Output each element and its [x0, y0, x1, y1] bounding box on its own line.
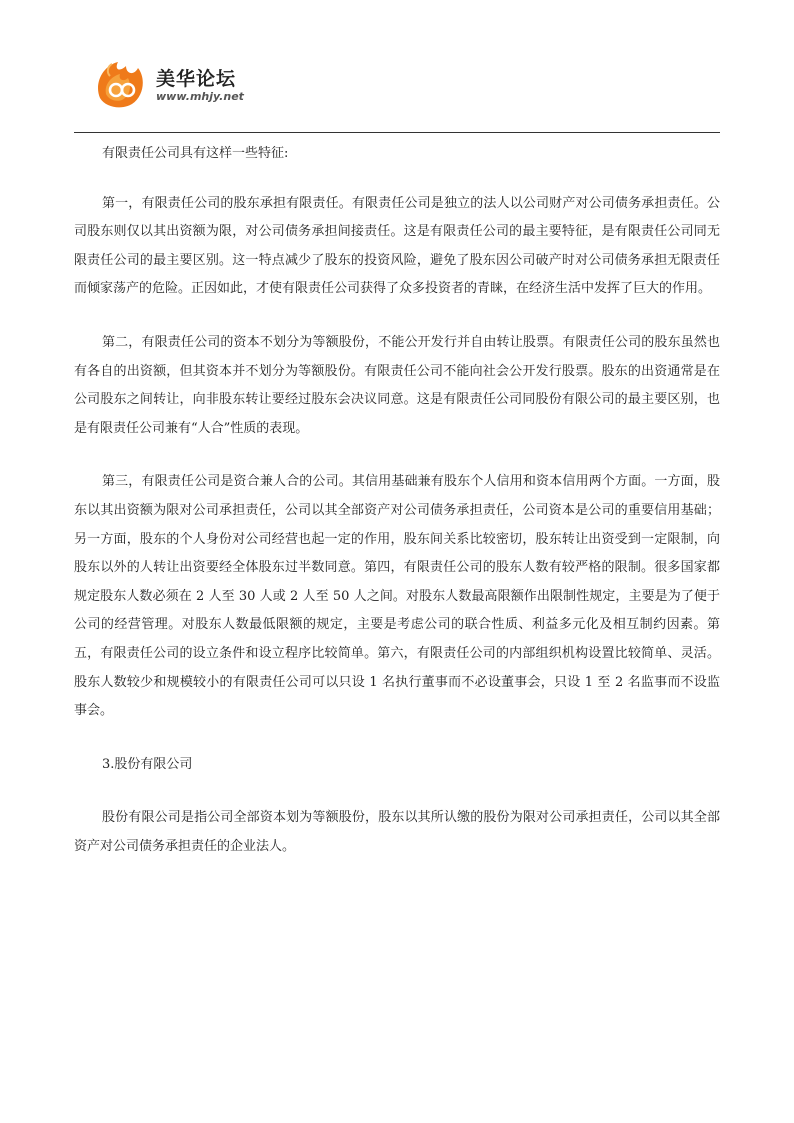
page-header	[92, 54, 292, 114]
paragraph-feature-3: 第三，有限责任公司是资合兼人合的公司。其信用基础兼有股东个人信用和资本信用两个方面。一方面，股东以其出资额为限对公司承担责任，公司以其全部资产对公司债务承担责任，公司资本是公司的重要信用基础；另一方面，股东的个人身份对公司经营也起一定的作用，股东间关系比较密切，股东转让出资受到一定限制，向股东以外的人转让出资要经全体股东过半数同意。第四，有限责任公司的股东人数有较严格的限制。很多国家都规定股东人数必须在 2 人至 30 人或 2 人至 50 人之间。对股东人数最高限额作出限制性规定，主要是为了便于公司的经营管理。对股东人数最低限额的规定，主要是考虑公司的联合性质、利益多元化及相互制约因素。第五，有限责任公司的设立条件和设立程序比较简单。第六，有限责任公司的内部组织机构设置比较简单、灵活。股东人数较少和规模较小的有限责任公司可以只设 1 名执行董事而不必设董事会，只设 1 至 2 名监事而不设监事会。	[74, 474, 720, 719]
document-body	[74, 140, 720, 861]
mhjy-flame-logo-icon	[92, 54, 152, 110]
header-divider	[74, 132, 720, 133]
brand-url: www.mhjy.net	[156, 90, 244, 103]
paragraph-feature-1: 第一，有限责任公司的股东承担有限责任。有限责任公司是独立的法人以公司财产对公司债务承担责任。公司股东则仅以其出资额为限，对公司债务承担间接责任。这是有限责任公司的最主要特征，是有限责任公司同无限责任公司的最主要区别。这一特点减少了股东的投资风险，避免了股东因公司破产时对公司债务承担无限责任而倾家荡产的危险。正因如此，才使有限责任公司获得了众多投资者的青睐，在经济生活中发挥了巨大的作用。	[74, 195, 720, 297]
brand-name: 美华论坛	[156, 68, 237, 90]
paragraph-feature-2: 第二，有限责任公司的资本不划分为等额股份，不能公开发行并自由转让股票。有限责任公司的股东虽然也有各自的出资额，但其资本并不划分为等额股份。有限责任公司不能向社会公开发行股票。股东的出资通常是在公司股东之间转让，向非股东转让要经过股东会决议同意。这是有限责任公司同股份有限公司的最主要区别，也是有限责任公司兼有“人合”性质的表现。	[74, 334, 720, 436]
paragraph-intro: 有限责任公司具有这样一些特征:	[102, 146, 289, 161]
section-heading: 3.股份有限公司	[102, 756, 193, 772]
paragraph-joint-stock: 股份有限公司是指公司全部资本划为等额股份，股东以其所认缴的股份为限对公司承担责任，公司以其全部资产对公司债务承担责任的企业法人。	[74, 810, 720, 854]
